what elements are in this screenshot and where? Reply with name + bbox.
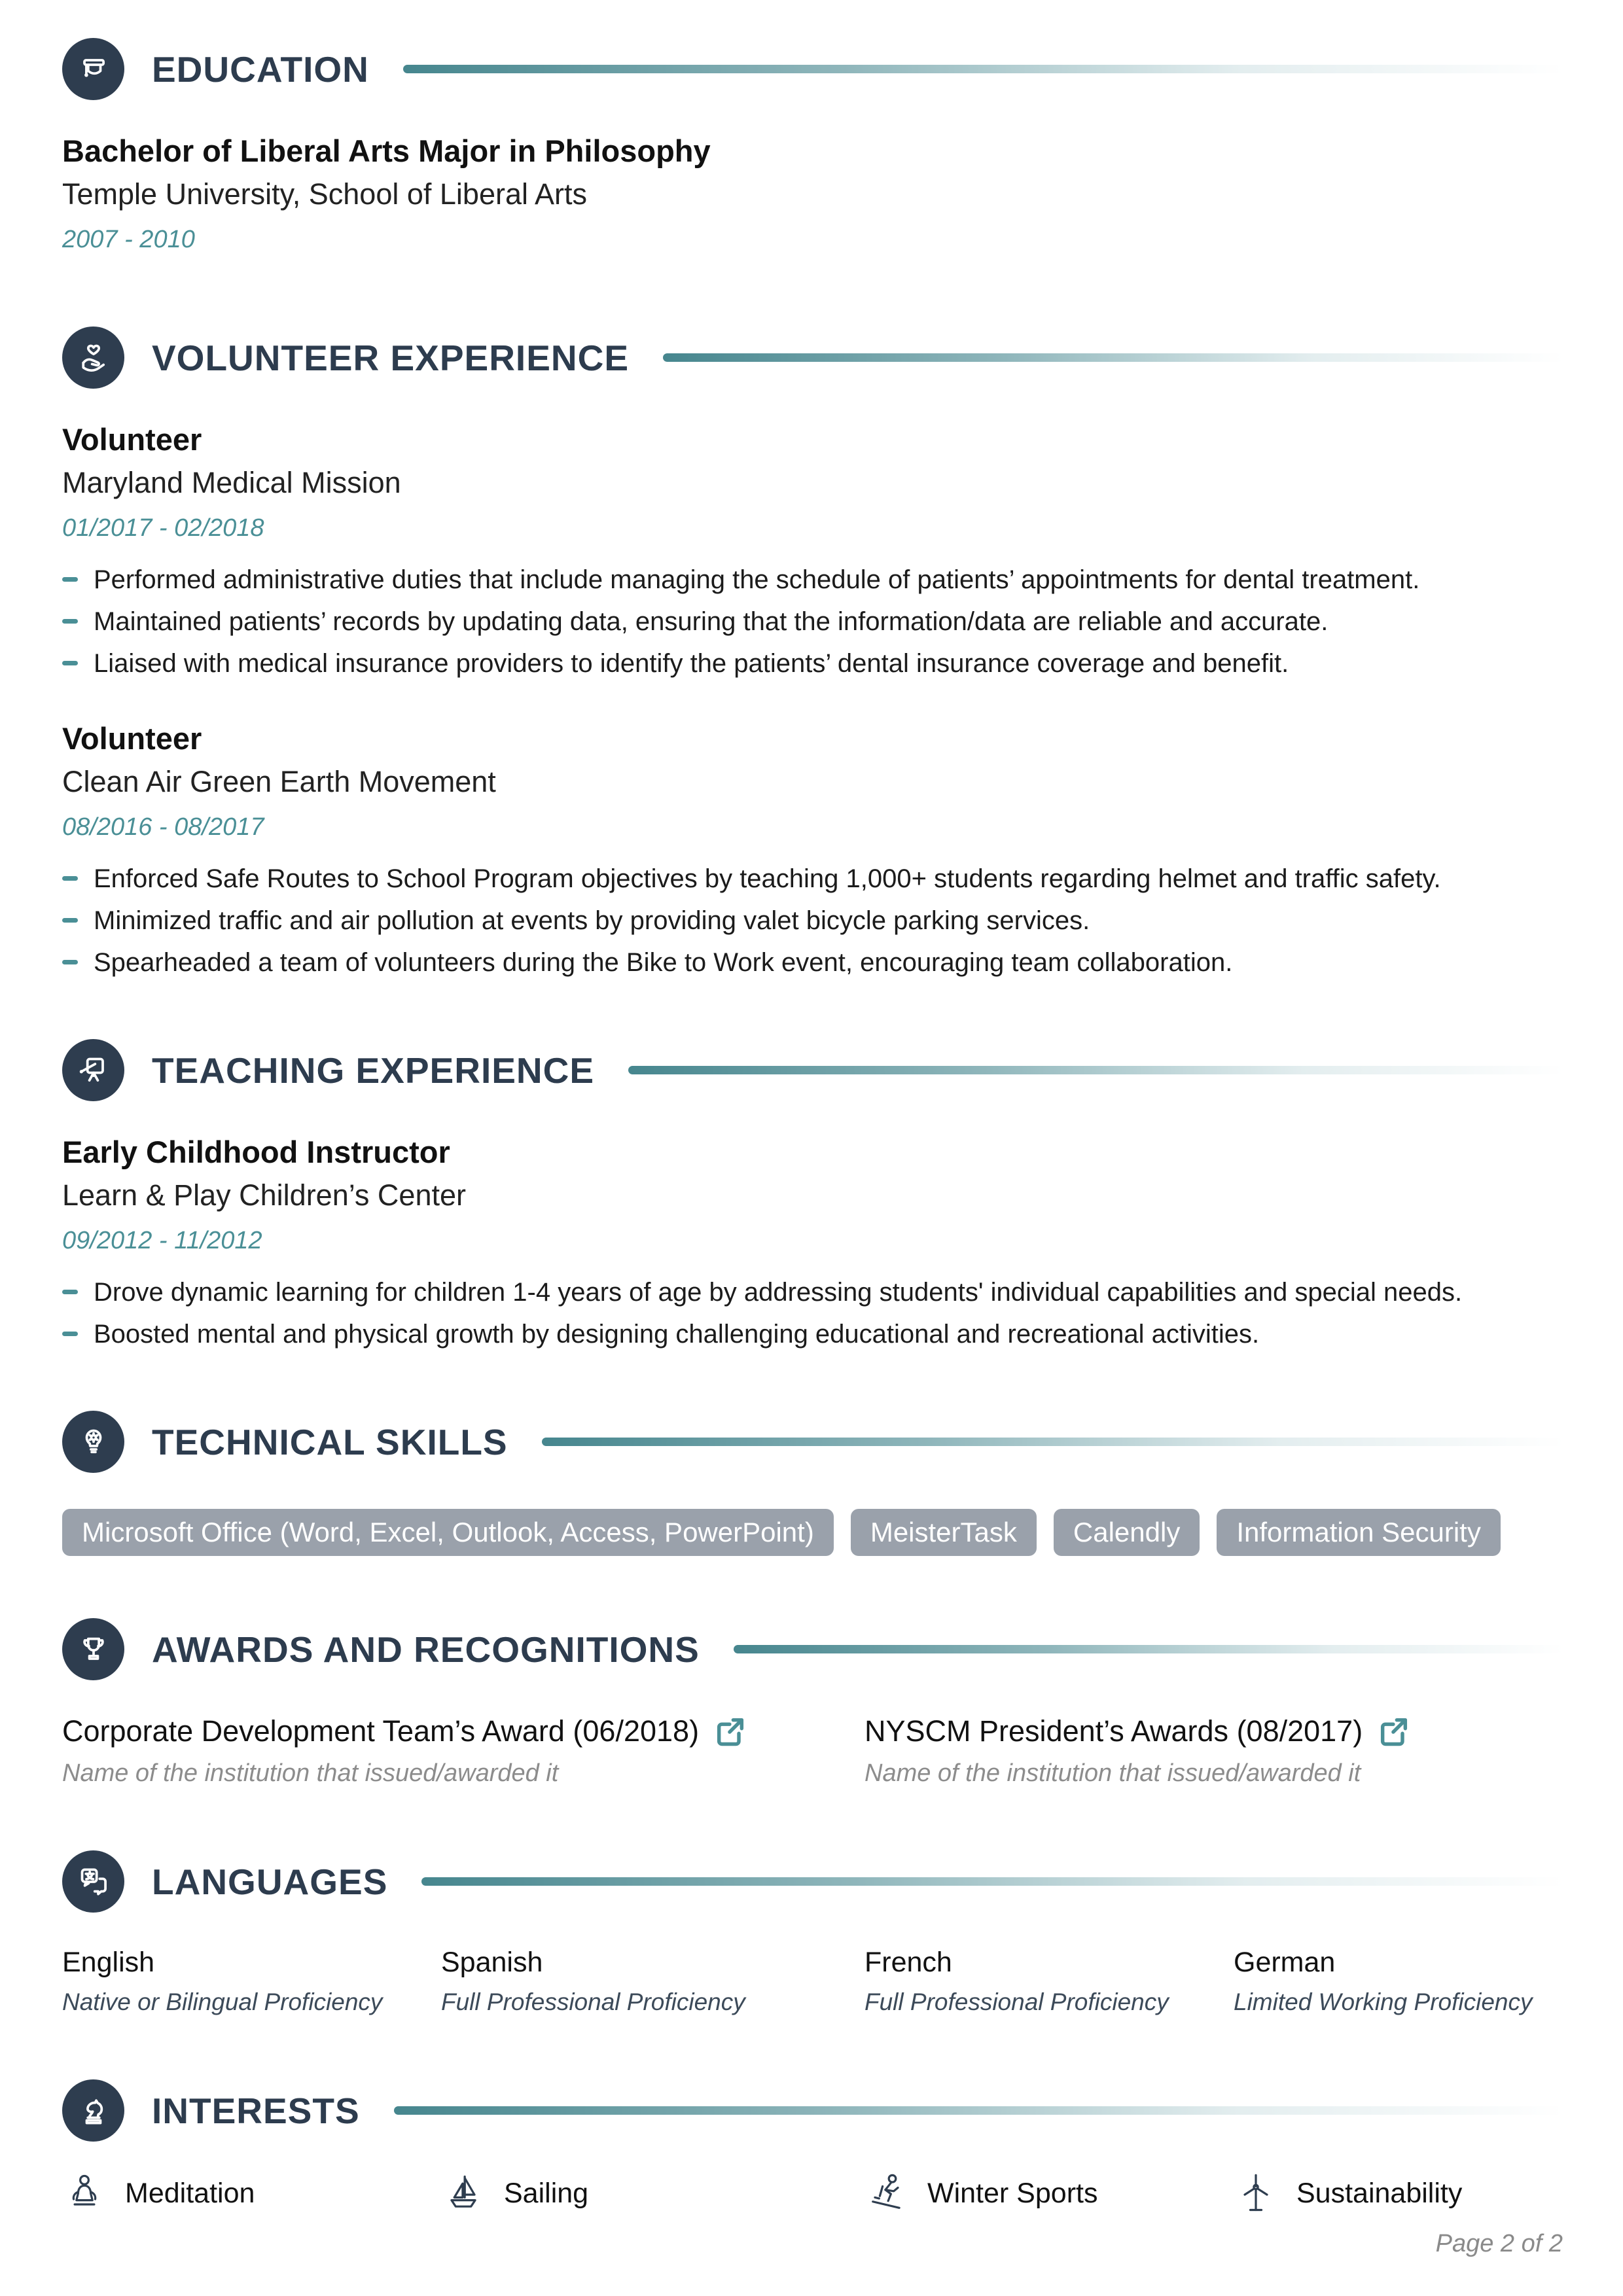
entry-dates: 01/2017 - 02/2018 bbox=[62, 514, 264, 542]
bullet-item bbox=[62, 942, 1564, 983]
section-title: TECHNICAL SKILLS bbox=[152, 1421, 508, 1462]
language-entry bbox=[62, 1945, 441, 2017]
interests-header bbox=[62, 2079, 1564, 2142]
skill-pill: Microsoft Office (Word, Excel, Outlook, Access, PowerPoint) bbox=[62, 1509, 834, 1556]
organization-name: Learn & Play Children’s Center bbox=[62, 1178, 466, 1212]
section-title: INTERESTS bbox=[152, 2090, 360, 2131]
section-title: EDUCATION bbox=[152, 48, 369, 90]
language-name: English bbox=[62, 1947, 155, 1978]
awards-header bbox=[62, 1618, 1564, 1680]
teaching-header bbox=[62, 1039, 1564, 1101]
award-entry bbox=[62, 1713, 865, 1788]
section-divider bbox=[628, 1066, 1564, 1074]
bullet-item bbox=[62, 559, 1564, 601]
role-title: Early Childhood Instructor bbox=[62, 1135, 450, 1169]
role-title: Volunteer bbox=[62, 721, 202, 756]
bullet-text: Enforced Safe Routes to School Program objectives by teaching 1,000+ students regarding helmet and traffic safety. bbox=[94, 864, 1441, 893]
lightbulb-gear-icon bbox=[62, 1411, 124, 1473]
bullet-dash-icon bbox=[62, 876, 78, 881]
section-title: VOLUNTEER EXPERIENCE bbox=[152, 337, 630, 378]
sailboat-icon bbox=[441, 2171, 486, 2216]
awards-grid bbox=[62, 1713, 1564, 1788]
meditation-icon bbox=[62, 2171, 107, 2216]
education-entry bbox=[62, 133, 1564, 255]
interest-label: Sustainability bbox=[1296, 2177, 1463, 2209]
volunteer-header bbox=[62, 327, 1564, 389]
volunteer-entry bbox=[62, 720, 1564, 983]
section-title: TEACHING EXPERIENCE bbox=[152, 1050, 595, 1091]
chess-knight-icon bbox=[62, 2079, 124, 2142]
interest-label: Meditation bbox=[125, 2177, 255, 2209]
education-header bbox=[62, 38, 1564, 100]
bullet-list bbox=[62, 858, 1564, 983]
external-link-icon[interactable] bbox=[1377, 1714, 1411, 1748]
language-name: German bbox=[1234, 1947, 1336, 1978]
page-number: Page 2 of 2 bbox=[1435, 2230, 1563, 2257]
languages-header bbox=[62, 1850, 1564, 1913]
skier-icon bbox=[865, 2171, 909, 2216]
language-level: Full Professional Proficiency bbox=[441, 1988, 745, 2015]
entry-dates: 09/2012 - 11/2012 bbox=[62, 1227, 262, 1254]
award-title-text: NYSCM President’s Awards (08/2017) bbox=[865, 1714, 1363, 1748]
bullet-dash-icon bbox=[62, 1332, 78, 1336]
bullet-dash-icon bbox=[62, 619, 78, 624]
bullet-text: Spearheaded a team of volunteers during the Bike to Work event, encouraging team collaboration. bbox=[94, 948, 1233, 977]
bullet-item bbox=[62, 900, 1564, 942]
award-name bbox=[865, 1713, 1564, 1749]
bullet-text: Boosted mental and physical growth by designing challenging educational and recreational activities. bbox=[94, 1320, 1260, 1349]
section-divider bbox=[394, 2106, 1564, 2115]
skill-pill: Information Security bbox=[1217, 1509, 1501, 1556]
interest-item bbox=[865, 2171, 1234, 2216]
bullet-text: Maintained patients’ records by updating data, ensuring that the information/data are reliable and accurate. bbox=[94, 607, 1329, 636]
bullet-dash-icon bbox=[62, 960, 78, 964]
bullet-text: Liaised with medical insurance providers to identify the patients’ dental insurance coverage and benefit. bbox=[94, 649, 1289, 678]
section-divider bbox=[421, 1877, 1564, 1886]
award-title-text: Corporate Development Team’s Award (06/2018) bbox=[62, 1714, 700, 1748]
language-entry bbox=[1234, 1945, 1564, 2017]
language-entry bbox=[865, 1945, 1234, 2017]
degree-title: Bachelor of Liberal Arts Major in Philosophy bbox=[62, 133, 711, 168]
school-name: Temple University, School of Liberal Arts bbox=[62, 177, 588, 211]
interest-item bbox=[441, 2171, 865, 2216]
bullet-item bbox=[62, 643, 1564, 684]
award-name bbox=[62, 1713, 865, 1749]
education-dates: 2007 - 2010 bbox=[62, 226, 195, 253]
role-title: Volunteer bbox=[62, 422, 202, 457]
section-education bbox=[62, 38, 1564, 255]
section-interests bbox=[62, 2079, 1564, 2216]
trophy-icon bbox=[62, 1618, 124, 1680]
interest-label: Winter Sports bbox=[927, 2177, 1098, 2209]
section-divider bbox=[734, 1645, 1564, 1653]
section-languages bbox=[62, 1850, 1564, 2017]
language-level: Limited Working Proficiency bbox=[1234, 1988, 1533, 2015]
presentation-board-icon bbox=[62, 1039, 124, 1101]
external-link-icon[interactable] bbox=[713, 1714, 747, 1748]
bullet-item bbox=[62, 1271, 1564, 1313]
section-divider bbox=[663, 353, 1564, 362]
section-divider bbox=[542, 1438, 1564, 1446]
bullet-list bbox=[62, 559, 1564, 684]
interest-label: Sailing bbox=[504, 2177, 589, 2209]
section-technical-skills bbox=[62, 1411, 1564, 1556]
organization-name: Maryland Medical Mission bbox=[62, 466, 401, 499]
section-title: AWARDS AND RECOGNITIONS bbox=[152, 1629, 700, 1670]
section-title: LANGUAGES bbox=[152, 1861, 388, 1902]
bullet-dash-icon bbox=[62, 577, 78, 582]
section-awards bbox=[62, 1618, 1564, 1788]
language-entry bbox=[441, 1945, 865, 2017]
bullet-item bbox=[62, 858, 1564, 900]
language-name: French bbox=[865, 1947, 952, 1978]
skills-pill-row bbox=[62, 1509, 1564, 1556]
interests-grid bbox=[62, 2171, 1564, 2216]
bullet-dash-icon bbox=[62, 1290, 78, 1294]
section-divider bbox=[403, 65, 1564, 73]
bullet-text: Drove dynamic learning for children 1-4 years of age by addressing students' individual capabilities and special needs. bbox=[94, 1278, 1463, 1307]
bullet-text: Performed administrative duties that include managing the schedule of patients’ appointments for dental treatment. bbox=[94, 565, 1420, 594]
award-issuer: Name of the institution that issued/awarded it bbox=[62, 1759, 559, 1787]
language-name: Spanish bbox=[441, 1947, 543, 1978]
bullet-list bbox=[62, 1271, 1564, 1355]
bullet-dash-icon bbox=[62, 661, 78, 665]
language-level: Full Professional Proficiency bbox=[865, 1988, 1169, 2015]
language-level: Native or Bilingual Proficiency bbox=[62, 1988, 383, 2015]
translate-bubbles-icon bbox=[62, 1850, 124, 1913]
skill-pill: MeisterTask bbox=[851, 1509, 1037, 1556]
bullet-item bbox=[62, 1313, 1564, 1355]
bullet-text: Minimized traffic and air pollution at events by providing valet bicycle parking services. bbox=[94, 906, 1090, 935]
skill-pill: Calendly bbox=[1054, 1509, 1200, 1556]
organization-name: Clean Air Green Earth Movement bbox=[62, 765, 496, 798]
award-entry bbox=[865, 1713, 1564, 1788]
section-teaching-experience bbox=[62, 1039, 1564, 1355]
interest-item bbox=[1234, 2171, 1564, 2216]
volunteer-entry bbox=[62, 421, 1564, 684]
wind-turbine-icon bbox=[1234, 2171, 1278, 2216]
hand-heart-icon bbox=[62, 327, 124, 389]
bullet-dash-icon bbox=[62, 918, 78, 923]
interest-item bbox=[62, 2171, 441, 2216]
teaching-entry bbox=[62, 1134, 1564, 1355]
entry-dates: 08/2016 - 08/2017 bbox=[62, 813, 264, 841]
graduation-cap-icon bbox=[62, 38, 124, 100]
bullet-item bbox=[62, 601, 1564, 643]
skills-header bbox=[62, 1411, 1564, 1473]
section-volunteer-experience bbox=[62, 327, 1564, 983]
award-issuer: Name of the institution that issued/awarded it bbox=[865, 1759, 1361, 1787]
languages-grid bbox=[62, 1945, 1564, 2017]
